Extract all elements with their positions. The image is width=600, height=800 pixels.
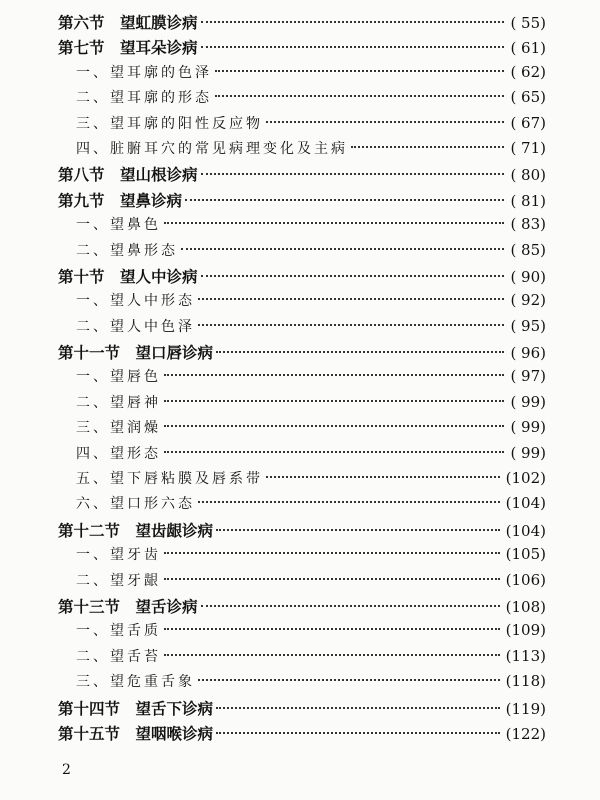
entry-title: 一、望舌质 bbox=[76, 623, 161, 640]
entry-title: 一、望牙齿 bbox=[76, 547, 161, 564]
dot-leader bbox=[164, 654, 500, 656]
entry-page: ( 96) bbox=[510, 344, 546, 363]
entry-page: ( 55) bbox=[510, 14, 546, 32]
toc-entry[interactable] bbox=[58, 163, 546, 188]
entry-title: 五、望下唇粘膜及唇系带 bbox=[76, 471, 263, 488]
entry-page: ( 92) bbox=[510, 291, 546, 310]
entry-page: ( 85) bbox=[510, 240, 546, 259]
toc-entry[interactable] bbox=[58, 265, 546, 290]
dot-leader bbox=[216, 707, 500, 709]
toc-entry[interactable] bbox=[58, 87, 546, 112]
toc-entry[interactable] bbox=[58, 697, 546, 722]
entry-title: 第十三节 望舌诊病 bbox=[58, 596, 198, 616]
entry-page: (104) bbox=[505, 521, 546, 540]
entry-title: 二、望耳廓的形态 bbox=[76, 90, 212, 107]
toc-entry[interactable] bbox=[58, 544, 546, 569]
entry-page: ( 71) bbox=[510, 138, 546, 157]
entry-title: 第七节 望耳朵诊病 bbox=[58, 38, 198, 58]
entry-page: (104) bbox=[505, 494, 546, 513]
toc-entry[interactable] bbox=[58, 36, 546, 61]
dot-leader bbox=[181, 248, 504, 250]
entry-page: (118) bbox=[505, 672, 546, 691]
entry-title: 第六节 望虹膜诊病 bbox=[58, 13, 198, 32]
entry-title: 一、望鼻色 bbox=[76, 217, 161, 234]
dot-leader bbox=[164, 374, 504, 376]
toc-entry[interactable] bbox=[58, 189, 546, 214]
toc-entry[interactable] bbox=[58, 290, 546, 315]
dot-leader bbox=[351, 146, 504, 148]
entry-page: ( 62) bbox=[510, 62, 546, 81]
dot-leader bbox=[198, 298, 504, 300]
entry-title: 六、望口形六态 bbox=[76, 496, 195, 513]
dot-leader bbox=[266, 476, 500, 478]
entry-page: ( 95) bbox=[510, 316, 546, 335]
entry-page: ( 97) bbox=[510, 367, 546, 386]
toc-entry[interactable] bbox=[58, 443, 546, 468]
toc-entry[interactable] bbox=[58, 316, 546, 341]
dot-leader bbox=[164, 552, 500, 554]
dot-leader bbox=[164, 628, 500, 630]
entry-page: (119) bbox=[505, 699, 546, 718]
entry-title: 第八节 望山根诊病 bbox=[58, 165, 198, 185]
entry-page: ( 83) bbox=[510, 215, 546, 234]
entry-page: ( 80) bbox=[510, 166, 546, 185]
entry-page: ( 99) bbox=[510, 418, 546, 437]
entry-page: ( 99) bbox=[510, 443, 546, 462]
toc-entry[interactable] bbox=[58, 62, 546, 87]
toc-entry[interactable] bbox=[58, 468, 546, 493]
dot-leader bbox=[201, 275, 505, 277]
page-number: 2 bbox=[62, 762, 71, 778]
entry-page: (106) bbox=[505, 570, 546, 589]
entry-title: 第九节 望鼻诊病 bbox=[58, 190, 183, 210]
entry-title: 三、望危重舌象 bbox=[76, 674, 195, 691]
dot-leader bbox=[164, 425, 504, 427]
toc-entry[interactable] bbox=[58, 620, 546, 645]
dot-leader bbox=[185, 199, 504, 201]
entry-page: ( 90) bbox=[510, 267, 546, 286]
entry-page: ( 65) bbox=[510, 88, 546, 107]
dot-leader bbox=[216, 529, 500, 531]
dot-leader bbox=[216, 732, 500, 734]
toc-entry[interactable] bbox=[58, 671, 546, 696]
dot-leader bbox=[164, 451, 504, 453]
entry-title: 第十五节 望咽喉诊病 bbox=[58, 723, 214, 743]
entry-title: 第十一节 望口唇诊病 bbox=[58, 343, 214, 363]
toc-entry[interactable] bbox=[58, 646, 546, 671]
toc-entry[interactable] bbox=[58, 722, 546, 747]
entry-title: 四、望形态 bbox=[76, 445, 161, 462]
entry-page: (122) bbox=[505, 724, 546, 743]
table-of-contents bbox=[58, 11, 546, 747]
toc-entry[interactable] bbox=[58, 214, 546, 239]
entry-page: (109) bbox=[505, 621, 546, 640]
toc-entry[interactable] bbox=[58, 341, 546, 366]
dot-leader bbox=[198, 501, 500, 503]
entry-page: (108) bbox=[505, 597, 546, 616]
entry-title: 三、望润燥 bbox=[76, 420, 161, 437]
dot-leader bbox=[266, 121, 504, 123]
toc-entry[interactable] bbox=[58, 519, 546, 544]
dot-leader bbox=[215, 70, 504, 72]
dot-leader bbox=[215, 95, 504, 97]
entry-title: 第十四节 望舌下诊病 bbox=[58, 698, 214, 718]
dot-leader bbox=[164, 222, 504, 224]
dot-leader bbox=[164, 578, 500, 580]
entry-title: 二、望牙龈 bbox=[76, 572, 161, 589]
entry-title: 第十二节 望齿龈诊病 bbox=[58, 520, 214, 540]
dot-leader bbox=[164, 400, 504, 402]
entry-page: (113) bbox=[505, 646, 546, 665]
entry-page: ( 81) bbox=[510, 191, 546, 210]
toc-entry[interactable] bbox=[58, 493, 546, 518]
entry-page: ( 99) bbox=[510, 392, 546, 411]
entry-title: 二、望舌苔 bbox=[76, 648, 161, 665]
entry-title: 第十节 望人中诊病 bbox=[58, 266, 198, 286]
entry-title: 一、望唇色 bbox=[76, 369, 161, 386]
dot-leader bbox=[201, 605, 500, 607]
dot-leader bbox=[216, 351, 504, 353]
toc-entry[interactable] bbox=[58, 11, 546, 36]
dot-leader bbox=[201, 173, 505, 175]
entry-page: ( 61) bbox=[510, 39, 546, 58]
dot-leader bbox=[198, 679, 500, 681]
toc-entry[interactable] bbox=[58, 392, 546, 417]
entry-title: 二、望人中色泽 bbox=[76, 318, 195, 335]
entry-page: ( 67) bbox=[510, 113, 546, 132]
toc-entry[interactable] bbox=[58, 570, 546, 595]
toc-entry[interactable] bbox=[58, 595, 546, 620]
entry-title: 一、望人中形态 bbox=[76, 293, 195, 310]
toc-entry[interactable] bbox=[58, 138, 546, 163]
toc-entry[interactable] bbox=[58, 417, 546, 442]
entry-title: 三、望耳廓的阳性反应物 bbox=[76, 115, 263, 132]
entry-title: 二、望鼻形态 bbox=[76, 242, 178, 259]
entry-title: 二、望唇神 bbox=[76, 394, 161, 411]
dot-leader bbox=[198, 324, 504, 326]
entry-page: (105) bbox=[505, 545, 546, 564]
entry-title: 一、望耳廓的色泽 bbox=[76, 64, 212, 81]
entry-title: 四、脏腑耳穴的常见病理变化及主病 bbox=[76, 140, 348, 157]
dot-leader bbox=[201, 46, 505, 48]
toc-entry[interactable] bbox=[58, 240, 546, 265]
dot-leader bbox=[201, 21, 505, 23]
toc-entry[interactable] bbox=[58, 113, 546, 138]
entry-page: (102) bbox=[505, 469, 546, 488]
toc-entry[interactable] bbox=[58, 366, 546, 391]
